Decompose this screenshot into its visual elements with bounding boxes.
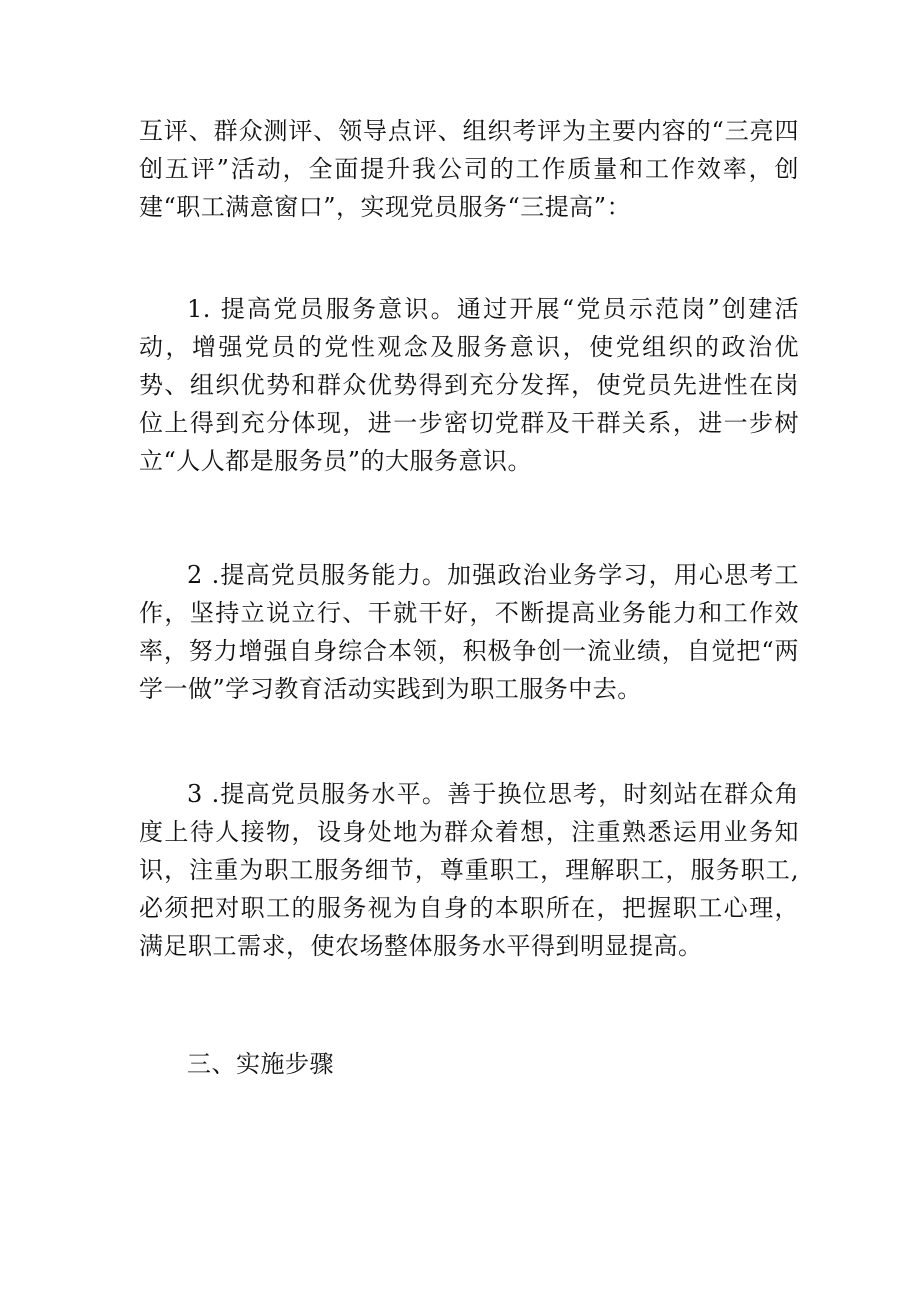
- item-3-paragraph: 3 .提高党员服务水平。善于换位思考，时刻站在群众角度上待人接物，设身处地为群众着想，注重熟悉运用业务知识，注重为职工服务细节，尊重职工，理解职工，服务职工,必须把对职工的服务视为自身的本职所在，把握职工心理，满足职工需求，使农场整体服务水平得到明显提高。: [139, 780, 799, 960]
- section-heading: 三、实施步骤: [187, 1050, 334, 1078]
- item-1-paragraph: 1. 提高党员服务意识。通过开展“党员示范岗”创建活动，增强党员的党性观念及服务意识，使党组织的政治优势、组织优势和群众优势得到充分发挥，使党员先进性在岗位上得到充分体现，进一步密切党群及干群关系，进一步树立“人人都是服务员”的大服务意识。: [139, 295, 799, 475]
- item-2-paragraph: 2 .提高党员服务能力。加强政治业务学习，用心思考工作，坚持立说立行、干就干好，不断提高业务能力和工作效率，努力增强自身综合本领，积极争创一流业绩，自觉把“两学一做”学习教育活动实践到为职工服务中去。: [139, 561, 799, 703]
- intro-paragraph: 互评、群众测评、领导点评、组织考评为主要内容的“三亮四创五评”活动，全面提升我公司的工作质量和工作效率，创建“职工满意窗口”，实现党员服务“三提高”：: [139, 117, 799, 221]
